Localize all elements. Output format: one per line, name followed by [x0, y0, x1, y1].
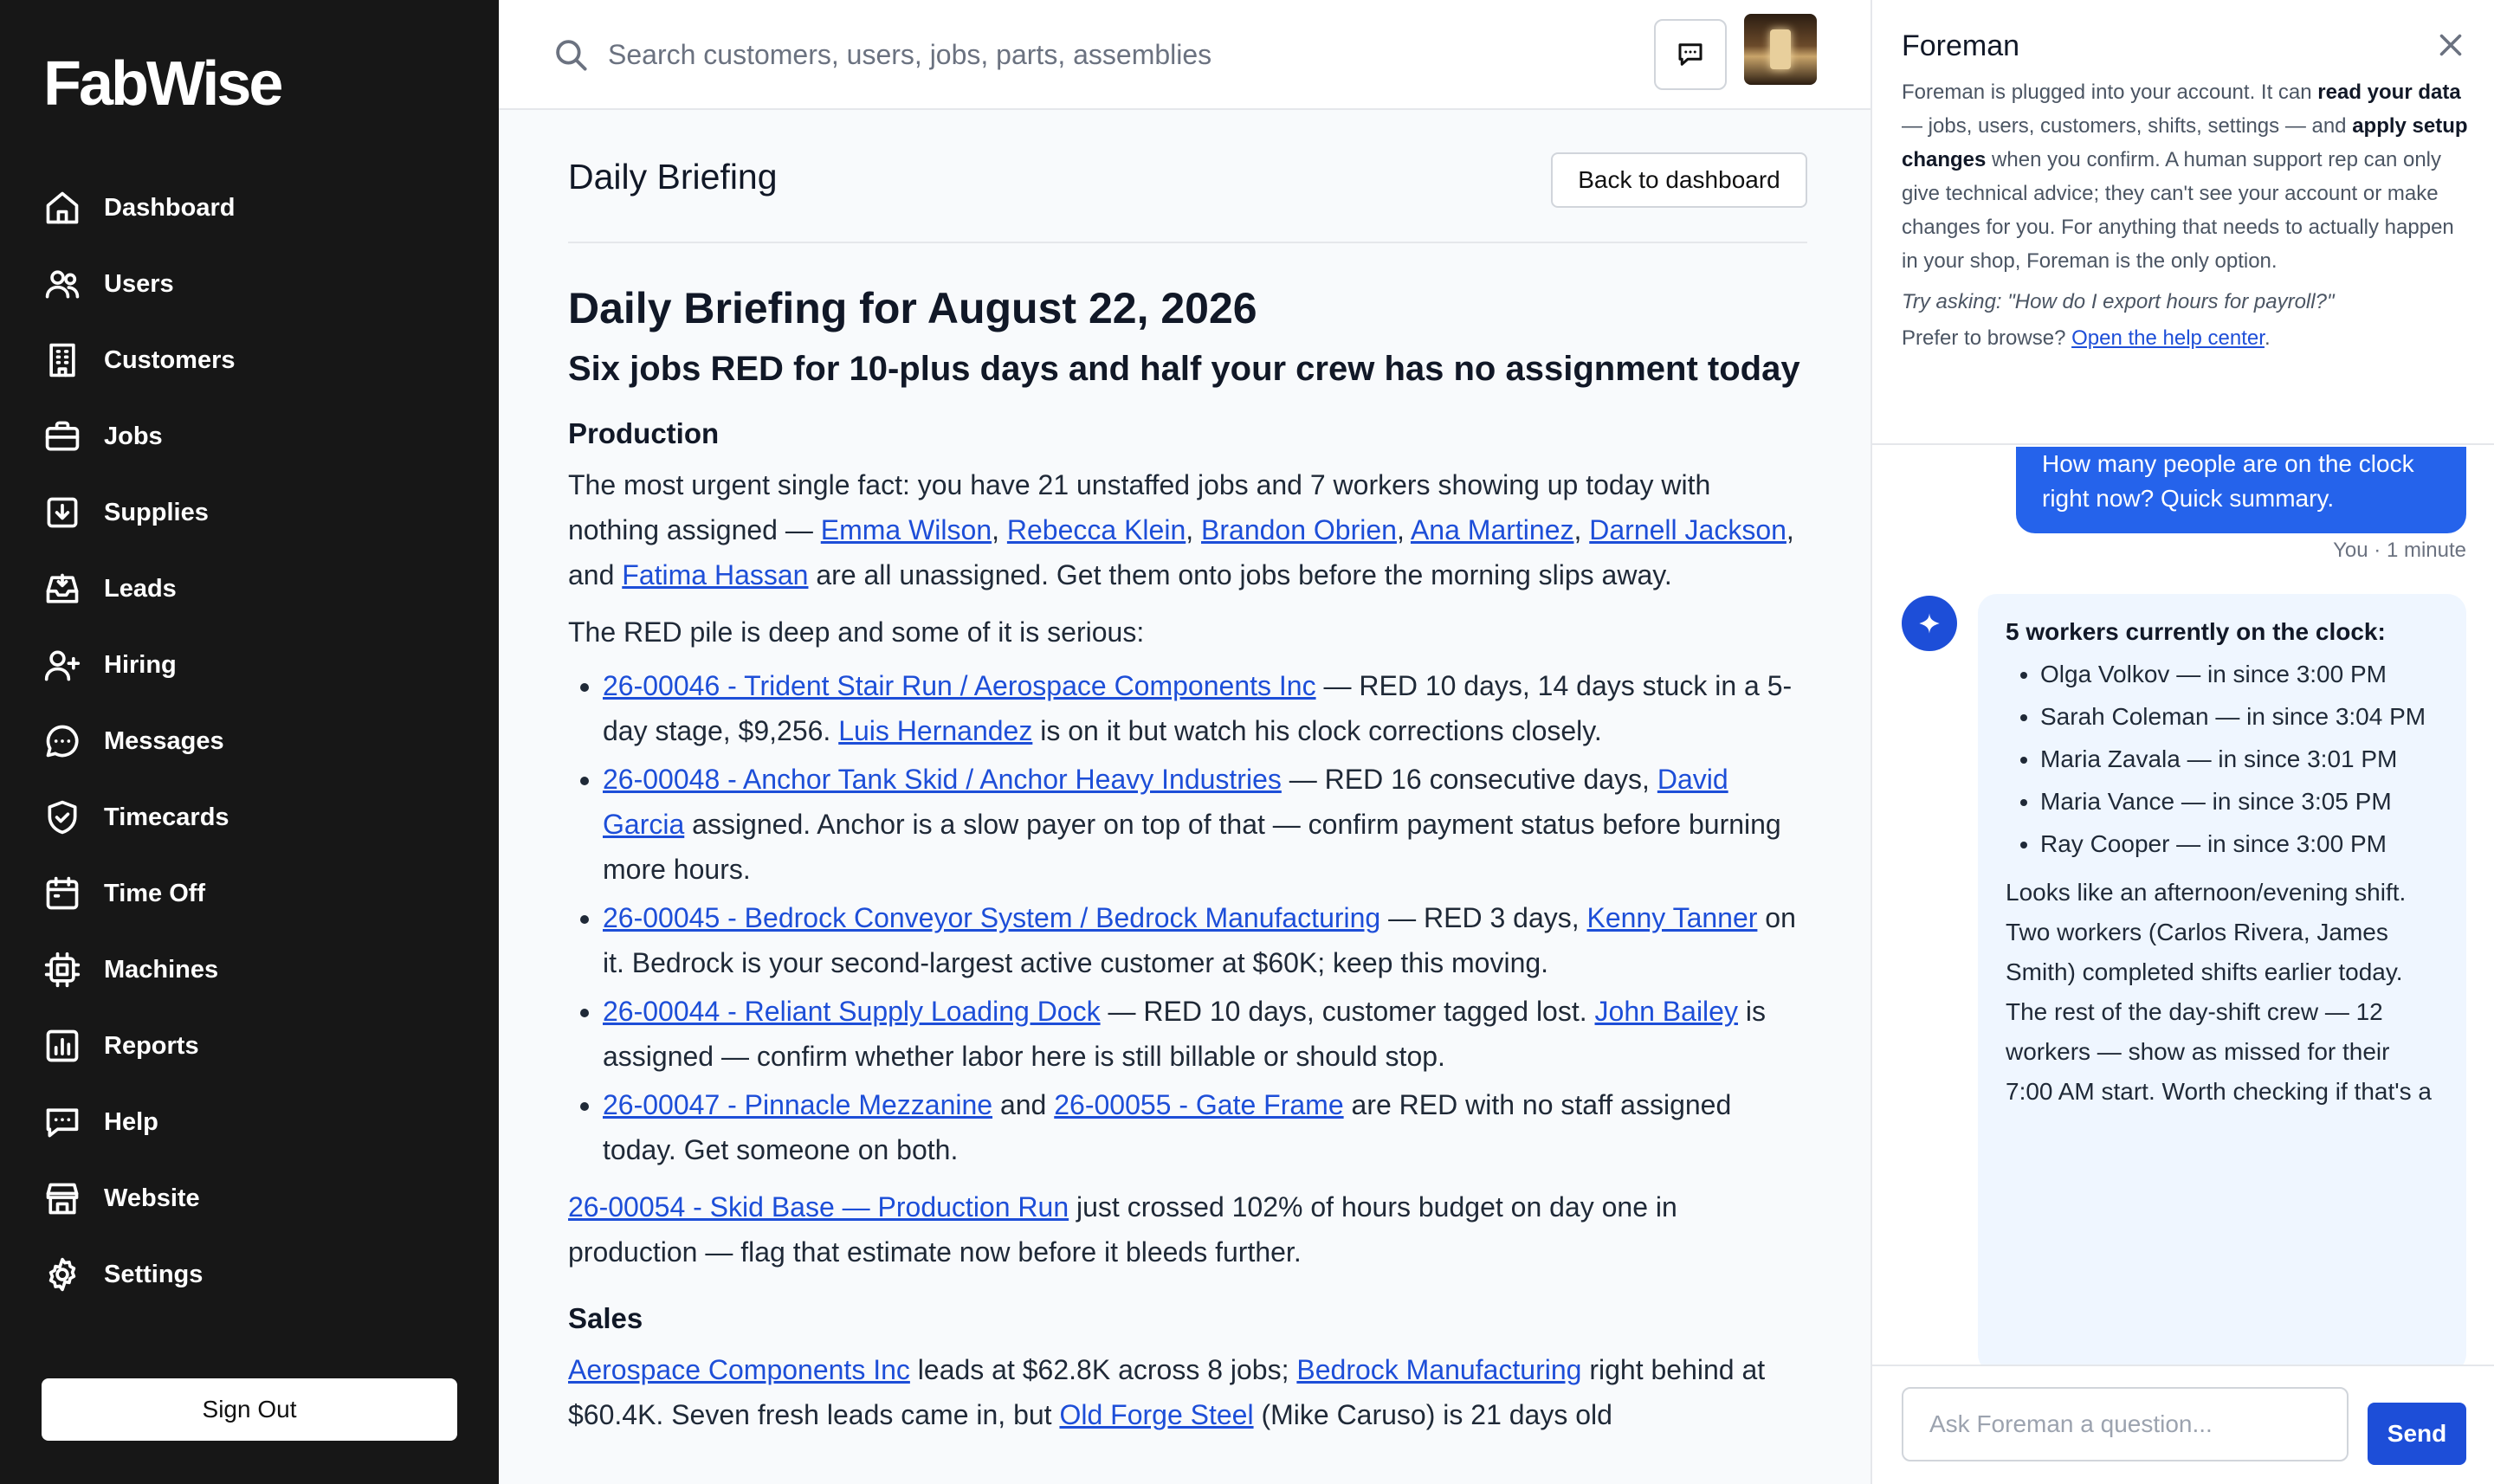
sidebar-item-label: Time Off — [104, 879, 206, 907]
sidebar-item-help[interactable] — [0, 1084, 499, 1160]
text: are RED with no staff assigned today. Get someone on both. — [603, 1089, 1732, 1165]
user-message: How many people are on the clock right now? Quick summary. — [2016, 447, 2466, 533]
list-item: • Maria Vance — in since 3:05 PM — [2040, 782, 2439, 822]
customer-link[interactable]: Bedrock Manufacturing — [1296, 1354, 1582, 1385]
text: Prefer to browse? — [1902, 326, 2072, 350]
sidebar-item-jobs[interactable] — [0, 398, 499, 474]
browse-hint — [1902, 326, 2468, 351]
sidebar-item-supplies[interactable] — [0, 474, 499, 551]
list-item: • Sarah Coleman — in since 3:04 PM — [2040, 697, 2439, 737]
text: , — [992, 514, 1007, 545]
red-jobs-list — [568, 663, 1807, 1172]
message-circle-icon — [43, 722, 81, 760]
sidebar-item-label: Timecards — [104, 803, 229, 831]
worker-link[interactable]: John Bailey — [1594, 996, 1738, 1027]
composer — [1872, 1365, 2494, 1484]
sidebar-item-timecards[interactable] — [0, 779, 499, 855]
avatar[interactable] — [1744, 14, 1817, 85]
text: , — [1396, 514, 1411, 545]
assistant-message — [1978, 594, 2466, 1365]
sidebar-item-leads[interactable] — [0, 551, 499, 627]
list-item: • Maria Zavala — in since 3:01 PM — [2040, 739, 2439, 779]
sidebar-item-label: Supplies — [104, 498, 209, 526]
worker-link[interactable]: Emma Wilson — [820, 514, 992, 545]
sidebar-item-label: Users — [104, 269, 174, 298]
sparkle-icon — [1902, 596, 1957, 651]
foreman-header — [1872, 0, 2494, 445]
text: leads at $62.8K across 8 jobs; — [909, 1354, 1297, 1385]
back-to-dashboard-button[interactable]: Back to dashboard — [1551, 152, 1807, 208]
sidebar-item-dashboard[interactable] — [0, 170, 499, 246]
briefing-heading: Daily Briefing for August 22, 2026 — [568, 284, 1257, 332]
text: read your data — [2317, 81, 2461, 104]
sidebar-item-label: Leads — [104, 574, 177, 603]
sidebar-item-messages[interactable] — [0, 703, 499, 779]
worker-link[interactable]: Darnell Jackson — [1589, 514, 1787, 545]
text: , — [1186, 514, 1202, 545]
users-icon — [43, 265, 81, 303]
text: , and — [568, 514, 1794, 590]
text: (Mike Caruso) is 21 days old — [1253, 1399, 1612, 1430]
worker-link[interactable]: Rebecca Klein — [1006, 514, 1186, 545]
building-icon — [43, 341, 81, 379]
production-summary — [568, 462, 1807, 597]
job-link[interactable]: 26-00055 - Gate Frame — [1054, 1089, 1344, 1120]
job-link[interactable]: 26-00048 - Anchor Tank Skid / Anchor Heavy Industries — [603, 764, 1282, 795]
text: is on it but watch his clock corrections closely. — [1032, 715, 1602, 746]
sidebar-item-label: Customers — [104, 345, 236, 374]
text: right behind at $60.4K. Seven fresh leads came in, but — [568, 1354, 1766, 1430]
text: , — [1573, 514, 1590, 545]
message-meta: You · 1 minute — [2333, 539, 2466, 562]
briefing-subheading: Six jobs RED for 10-plus days and half your crew has no assignment today — [568, 350, 1800, 388]
job-link[interactable]: 26-00045 - Bedrock Conveyor System / Bedrock Manufacturing — [603, 902, 1381, 933]
worker-link[interactable]: David Garcia — [603, 764, 1728, 840]
sign-out-button[interactable]: Sign Out — [42, 1378, 457, 1441]
bar-chart-icon — [43, 1027, 81, 1065]
main-content — [499, 112, 1870, 1484]
worker-link[interactable]: Luis Hernandez — [838, 715, 1033, 746]
worker-link[interactable]: Ana Martinez — [1410, 514, 1574, 545]
text: assigned. Anchor is a slow payer on top of that — confirm payment status before burning more hours. — [603, 809, 1781, 885]
text: just crossed 102% of hours budget on day one in production — flag that estimate now before it bleeds further. — [568, 1191, 1677, 1268]
ask-foreman-input[interactable] — [1902, 1387, 2349, 1461]
sidebar-item-label: Jobs — [104, 422, 163, 450]
calendar-icon — [43, 874, 81, 913]
help-chat-icon — [43, 1103, 81, 1141]
sidebar-item-website[interactable] — [0, 1160, 499, 1236]
text: is assigned — confirm whether labor here is still billable or should stop. — [603, 996, 1766, 1072]
home-icon — [43, 189, 81, 227]
sidebar-item-customers[interactable] — [0, 322, 499, 398]
foreman-panel — [1870, 0, 2494, 1484]
divider — [568, 242, 1807, 243]
job-link[interactable]: 26-00047 - Pinnacle Mezzanine — [603, 1089, 993, 1120]
list-item — [603, 895, 1807, 985]
sidebar-item-label: Hiring — [104, 650, 177, 679]
customer-link[interactable]: Aerospace Components Inc — [568, 1354, 910, 1385]
job-link[interactable]: 26-00046 - Trident Stair Run / Aerospace Components Inc — [603, 670, 1316, 701]
search-icon — [552, 36, 589, 73]
sidebar-item-label: Machines — [104, 955, 219, 984]
user-plus-icon — [43, 646, 81, 684]
sidebar-item-label: Settings — [104, 1260, 204, 1288]
sidebar — [0, 0, 499, 1484]
sidebar-item-label: Website — [104, 1184, 200, 1212]
list-item: • Olga Volkov — in since 3:00 PM — [2040, 655, 2439, 694]
sidebar-nav — [0, 170, 499, 1313]
briefcase-icon — [43, 417, 81, 455]
text: and — [992, 1089, 1055, 1120]
send-button[interactable]: Send — [2368, 1403, 2466, 1465]
foreman-intro — [1902, 75, 2468, 278]
download-box-icon — [43, 494, 81, 532]
list-item — [603, 663, 1807, 753]
list-item — [603, 757, 1807, 892]
chat-button[interactable] — [1654, 19, 1727, 90]
sidebar-item-label: Help — [104, 1107, 158, 1136]
text: Foreman is plugged into your account. It can — [1902, 81, 2318, 104]
sidebar-item-users[interactable] — [0, 246, 499, 322]
reply-text: Looks like an afternoon/evening shift. Two workers (Carlos Rivera, James Smith) completed shifts earlier today. The rest of the day-shift crew — 12 workers — show as missed for their 7:00 AM start. Worth checking if that's a — [2006, 879, 2432, 1105]
text: — RED 16 consecutive days, — [1281, 764, 1657, 795]
list-item: • Ray Cooper — in since 3:00 PM — [2040, 824, 2439, 864]
sidebar-item-settings[interactable] — [0, 1236, 499, 1313]
worker-link[interactable]: Fatima Hassan — [622, 559, 809, 590]
text: are all unassigned. Get them onto jobs before the morning slips away. — [808, 559, 1672, 590]
message-square-icon — [1675, 39, 1706, 70]
text: — RED 10 days, 14 days stuck in a 5-day stage, $9,256. — [603, 670, 1793, 746]
text: The most urgent single fact: you have 21 unstaffed jobs and 7 workers showing up today with nothing assigned — — [568, 469, 1711, 545]
list-item — [603, 989, 1807, 1079]
red-intro: The RED pile is deep and some of it is serious: — [568, 616, 1145, 648]
app-logo[interactable]: FabWise — [43, 49, 281, 119]
sidebar-item-label: Messages — [104, 726, 224, 755]
sales-heading: Sales — [568, 1302, 643, 1334]
cpu-icon — [43, 951, 81, 989]
try-asking-hint: Try asking: "How do I export hours for payroll?" — [1902, 290, 2335, 313]
top-bar — [499, 0, 1870, 110]
text: — jobs, users, customers, shifts, settings — and — [1902, 114, 2353, 138]
job-link[interactable]: 26-00044 - Reliant Supply Loading Dock — [603, 996, 1101, 1027]
text: when you confirm. A human support rep can only give technical advice; they can't see your account or make changes for you. For anything that needs to actually happen in your shop, Foreman is the only option. — [1902, 148, 2454, 273]
sidebar-item-hiring[interactable] — [0, 627, 499, 703]
job-link[interactable]: 26-00054 - Skid Base — Production Run — [568, 1191, 1069, 1223]
sidebar-item-reports[interactable] — [0, 1008, 499, 1084]
gear-icon — [43, 1255, 81, 1294]
text: apply setup changes — [1902, 114, 2468, 171]
text: on it. Bedrock is your second-largest active customer at $60K; keep this moving. — [603, 902, 1796, 978]
sidebar-item-label: Dashboard — [104, 193, 236, 222]
sidebar-item-machines[interactable] — [0, 932, 499, 1008]
inbox-icon — [43, 570, 81, 608]
worker-link[interactable]: Kenny Tanner — [1586, 902, 1758, 933]
help-center-link[interactable]: Open the help center — [2071, 326, 2265, 350]
text: — RED 3 days, — [1380, 902, 1587, 933]
briefing-article — [568, 285, 1807, 1437]
customer-link[interactable]: Old Forge Steel — [1059, 1399, 1254, 1430]
chat-thread — [1872, 447, 2494, 1365]
sales-summary — [568, 1347, 1807, 1437]
store-icon — [43, 1179, 81, 1217]
shield-check-icon — [43, 798, 81, 836]
close-icon[interactable] — [2435, 29, 2466, 61]
list-item — [603, 1082, 1807, 1172]
search-input[interactable] — [608, 26, 1214, 83]
reply-list — [2006, 655, 2439, 864]
sidebar-item-time-off[interactable] — [0, 855, 499, 932]
sidebar-item-label: Reports — [104, 1031, 199, 1060]
text: — RED 10 days, customer tagged lost. — [1100, 996, 1595, 1027]
text: . — [2264, 326, 2271, 350]
page-title: Daily Briefing — [568, 157, 778, 197]
panel-title: Foreman — [1902, 29, 2020, 62]
worker-link[interactable]: Brandon Obrien — [1201, 514, 1397, 545]
budget-note — [568, 1184, 1807, 1274]
reply-title: 5 workers currently on the clock: — [2006, 618, 2386, 645]
production-heading: Production — [568, 417, 720, 449]
